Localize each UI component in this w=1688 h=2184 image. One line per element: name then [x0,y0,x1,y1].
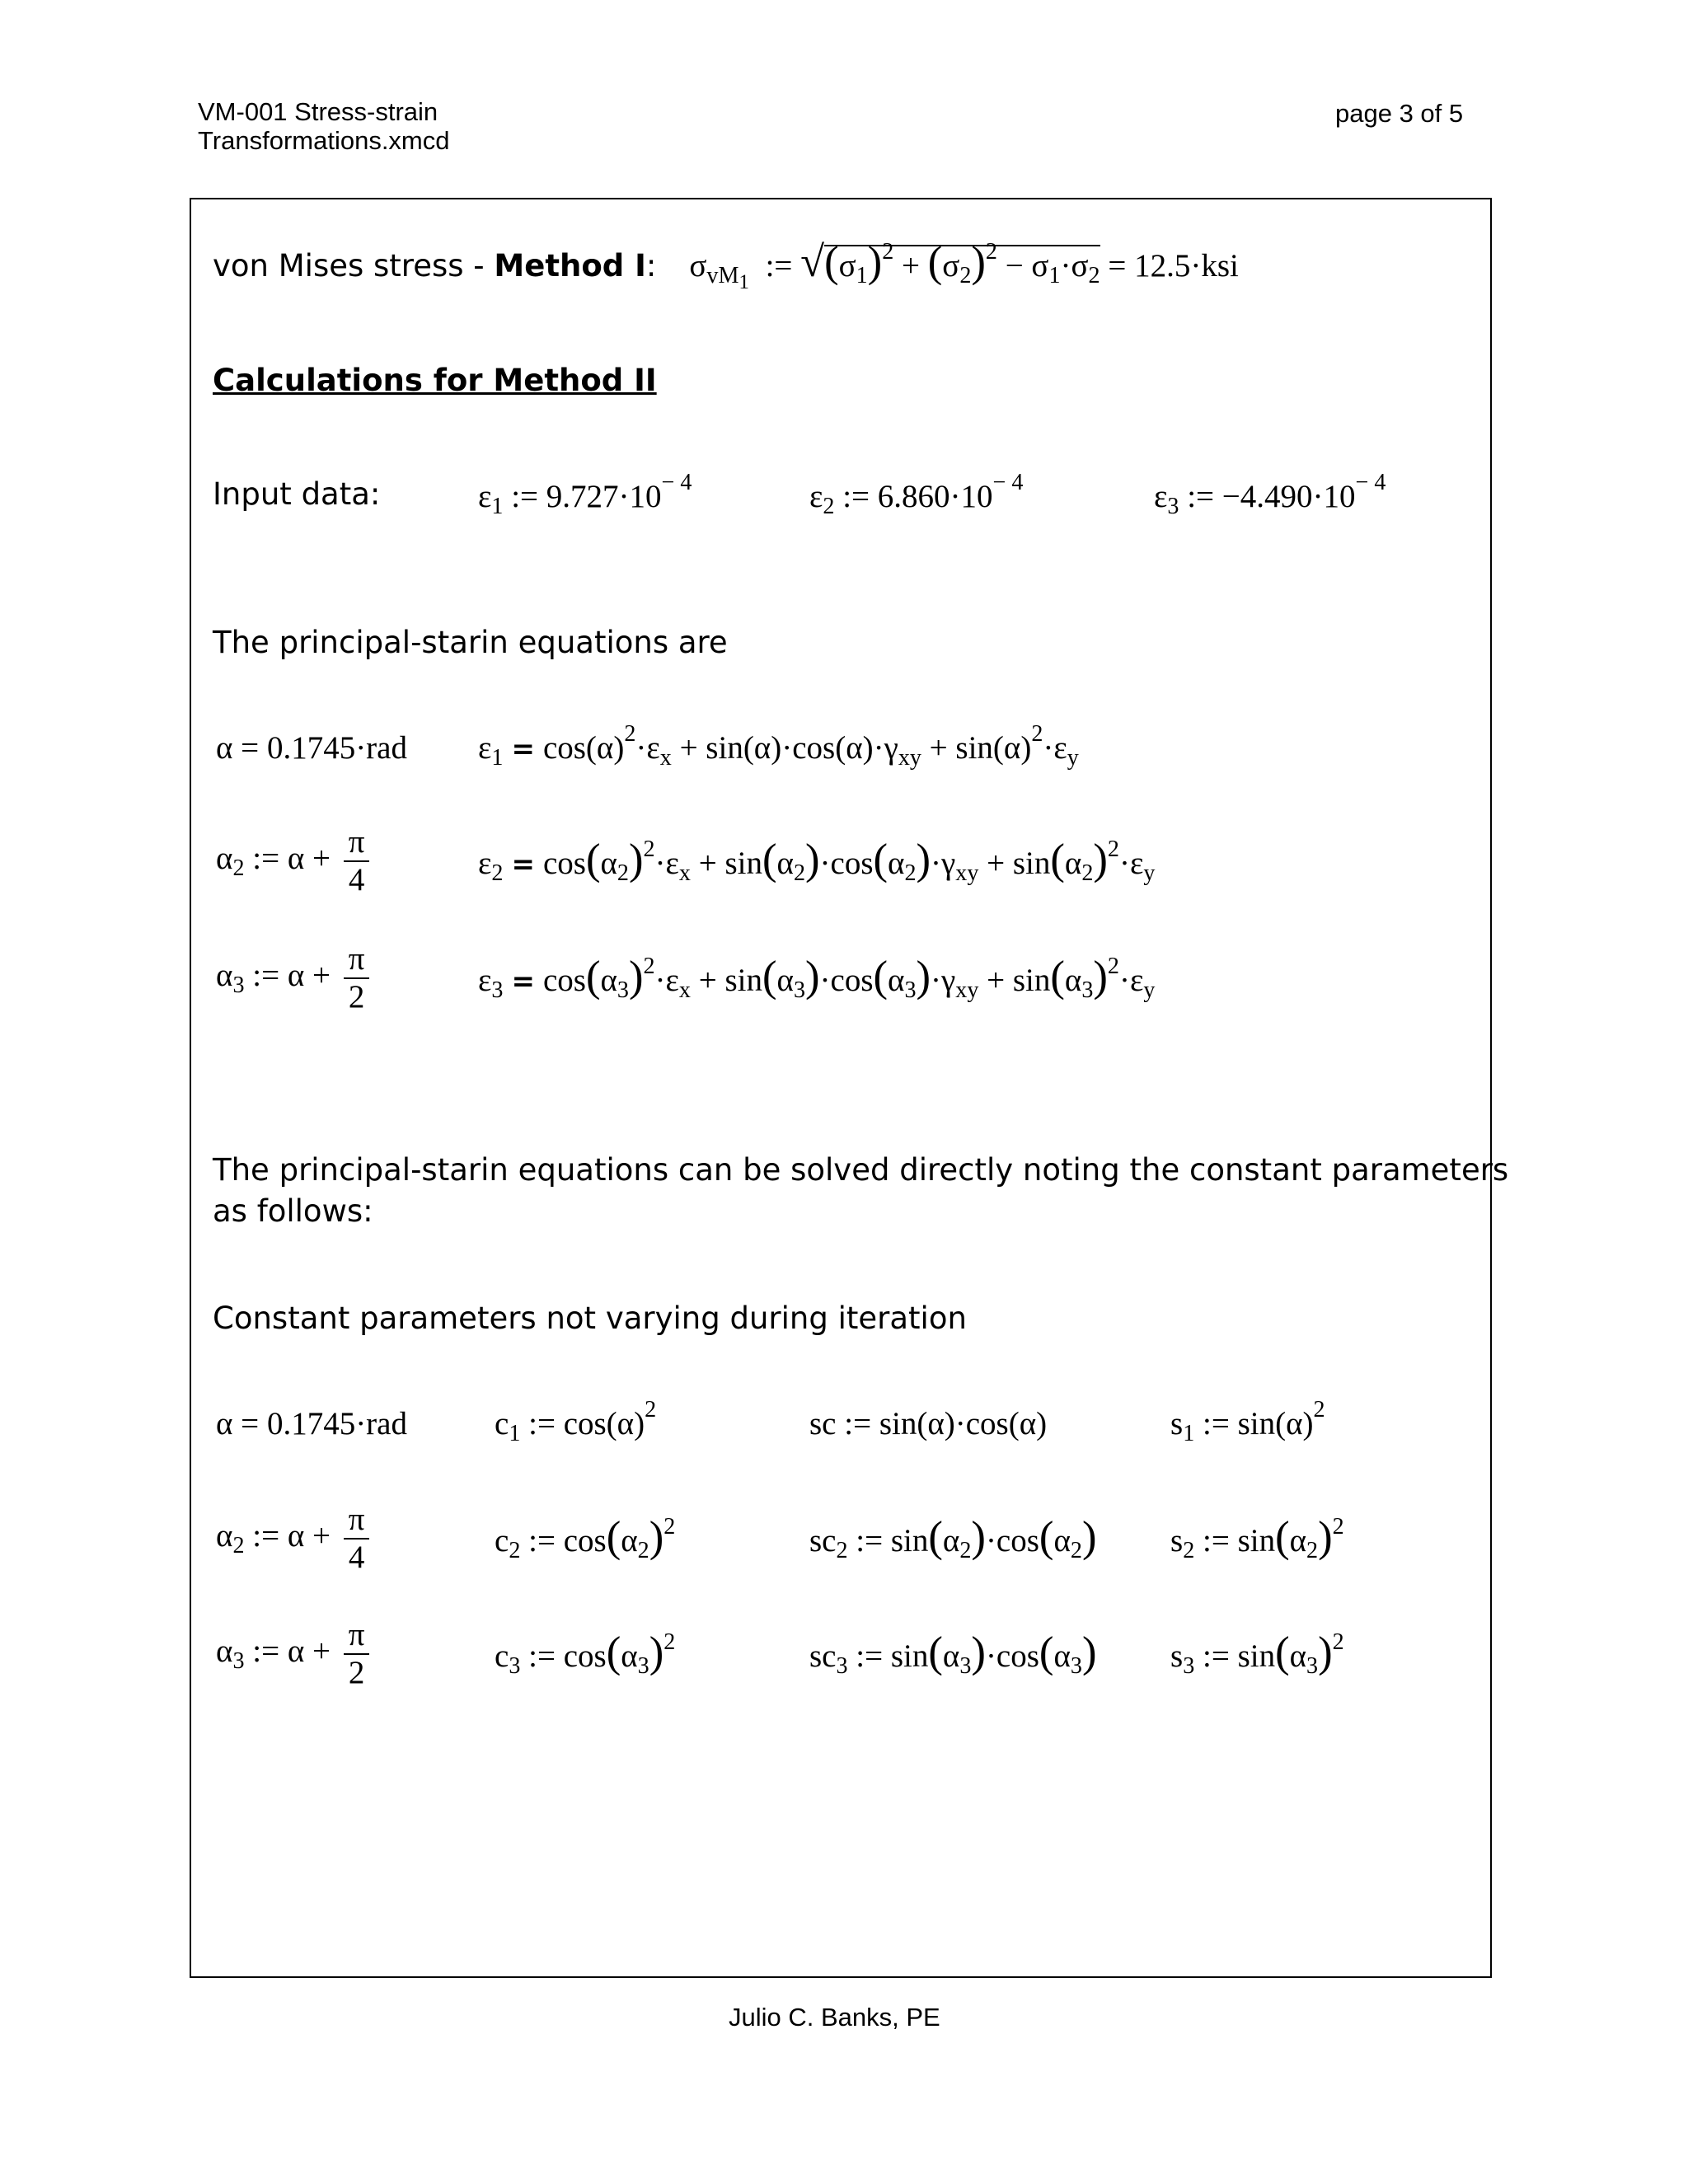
method1-label-bold: Method I [494,248,646,284]
file-name-line2: Transformations.xmcd [198,126,450,155]
method2-heading: Calculations for Method II [213,363,657,398]
alpha2-definition: $\alpha_2$ := α + $\frac{\pi}{4}$ [216,824,369,898]
const-s2: $s_2$ := $\sin(\alpha_2)^2$ [1170,1513,1344,1563]
strain-equation-2: $\varepsilon_2 = \cos(\alpha_2)^2\cdot\varepsilon_x + \sin(\alpha_2)\cdot\cos(\alpha_2)\cdot\gamma_{xy} + \sin(\alpha_2)^2\cdot\varepsilon_y$ [478,836,1156,886]
page-number: page 3 of 5 [1335,99,1464,128]
const-alpha3-definition: $\alpha_3$ := α + $\frac{\pi}{2}$ [216,1617,369,1691]
const-sc3: $sc_3$ := $\sin(\alpha_3)\cdot\cos(\alpha_3)$ [809,1629,1097,1679]
const-s3: $s_3$ := $\sin(\alpha_3)^2$ [1170,1629,1344,1679]
alpha3-definition: $\alpha_3$ := α + $\frac{\pi}{2}$ [216,941,369,1015]
constant-intro: Constant parameters not varying during iteration [213,1301,967,1336]
const-sc2: $sc_2$ := $\sin(\alpha_2)\cdot\cos(\alpha_2)$ [809,1513,1097,1563]
const-c2: $c_2$ := $\cos(\alpha_2)^2$ [495,1513,676,1563]
von-mises-equation: $\sigma_{vM_1}$ := $√(\sigma_1)^2 + (\sigma_2)^2 - \sigma_1\cdot\sigma_2 = 12.5\cdot ksi$ [689,238,1239,293]
method1-label-pre: von Mises stress - [213,248,495,284]
solved-text-line2: as follows: [213,1193,373,1229]
worksheet-frame [190,198,1492,1978]
const-alpha2-definition: $\alpha_2$ := α + $\frac{\pi}{4}$ [216,1502,369,1576]
input-epsilon2: $\varepsilon_2$ := $6.860\cdot 10^{- 4}$ [809,469,1024,519]
footer-author: Julio C. Banks, PE [729,2003,940,2032]
const-c1: $c_1$ := $\cos(\alpha)^2$ [495,1396,657,1446]
input-epsilon1: $\varepsilon_1$ := $9.727\cdot 10^{- 4}$ [478,469,692,519]
method1-row [213,238,1239,293]
strain-equation-1: $\varepsilon_1 = \cos(\alpha)^2\cdot\varepsilon_x + \sin(\alpha)\cdot\cos(\alpha)\cdot\gamma_{xy} + \sin(\alpha)^2\cdot\varepsilon_y$ [478,720,1079,771]
method1-result: 12.5·ksi [1134,248,1239,284]
strain-equation-3: $\varepsilon_3 = \cos(\alpha_3)^2\cdot\varepsilon_x + \sin(\alpha_3)\cdot\cos(\alpha_3)\cdot\gamma_{xy} + \sin(\alpha_3)^2\cdot\varepsilon_y$ [478,953,1156,1003]
file-name-line1: VM-001 Stress-strain [198,97,438,126]
const-s1: $s_1$ := $\sin(\alpha)^2$ [1170,1396,1325,1446]
method1-label-post: : [645,248,657,284]
input-epsilon3: $\varepsilon_3$ := $-4.490\cdot 10^{- 4}$ [1154,469,1386,519]
solved-text-line1: The principal-starin equations can be solved directly noting the constant parameters [213,1152,1509,1188]
input-label: Input data: [213,476,381,512]
principal-intro: The principal-starin equations are [213,625,728,660]
const-sc: sc := sin(α)·cos(α) [809,1406,1048,1441]
alpha-value: α = 0.1745·rad [216,730,407,766]
const-c3: $c_3$ := $\cos(\alpha_3)^2$ [495,1629,676,1679]
const-alpha-value: α = 0.1745·rad [216,1406,407,1441]
